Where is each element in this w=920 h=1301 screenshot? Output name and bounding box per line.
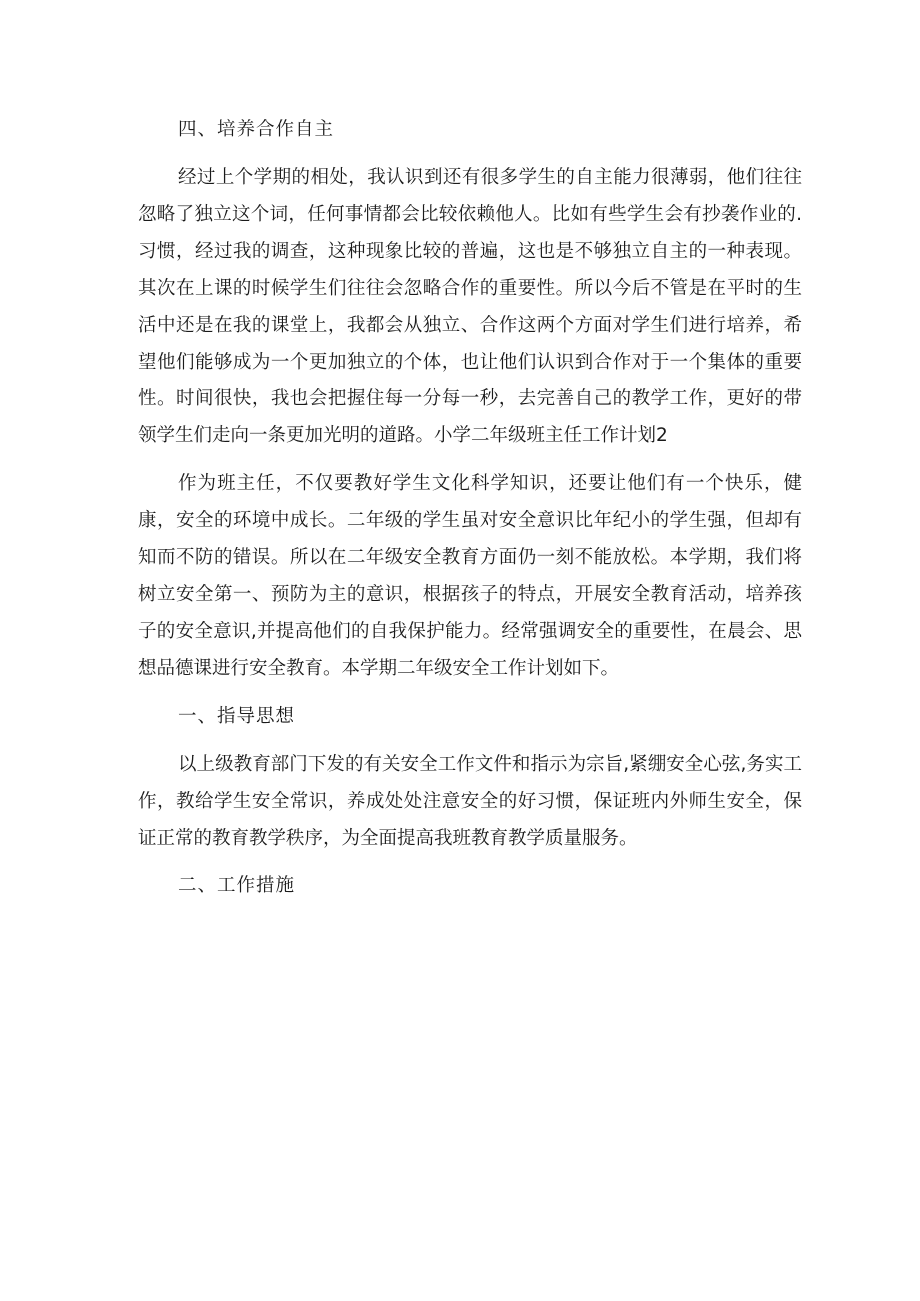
section-heading-guiding-ideology: 一、指导思想 bbox=[178, 705, 296, 727]
paragraph-safety-intro: 作为班主任，不仅要教好学生文化科学知识，还要让他们有一个快乐，健康，安全的环境中成长。二年级的学生虽对安全意识比年纪小的学生强，但却有知而不防的错误。所以在二年级安全教育方面仍一刻不能放松。本学期，我们将树立安全第一、预防为主的意识，根据孩子的特点，开展安全教育活动，培养孩子的安全意识,并提高他们的自我保护能力。经常强调安全的重要性，在晨会、思想品德课进行安全教育。本学期二年级安全工作计划如下。 bbox=[138, 473, 802, 679]
section-heading-cultivate-cooperation: 四、培养合作自主 bbox=[178, 119, 335, 140]
paragraph-guiding-ideology: 以上级教育部门下发的有关安全工作文件和指示为宗旨,紧绷安全心弦,务实工作，教给学生安全常识，养成处处注意安全的好习惯，保证班内外师生安全，保证正常的教育教学秩序，为全面提高我班教育教学质量服务。 bbox=[138, 753, 802, 849]
section-heading-work-measures: 二、工作措施 bbox=[178, 875, 296, 897]
paragraph-self-reliance: 经过上个学期的相处，我认识到还有很多学生的自主能力很薄弱，他们往往忽略了独立这个词，任何事情都会比较依赖他人。比如有些学生会有抄袭作业的.习惯，经过我的调查，这种现象比较的普遍，这也是不够独立自主的一种表现。其次在上课的时候学生们往往会忽略合作的重要性。所以今后不管是在平时的生活中还是在我的课堂上，我都会从独立、合作这两个方面对学生们进行培养，希望他们能够成为一个更加独立的个体，也让他们认识到合作对于一个集体的重要性。时间很快，我也会把握住每一分每一秒，去完善自己的教学工作，更好的带领学生们走向一条更加光明的道路。小学二年级班主任工作计划2 bbox=[138, 167, 802, 447]
document-body bbox=[138, 112, 802, 916]
